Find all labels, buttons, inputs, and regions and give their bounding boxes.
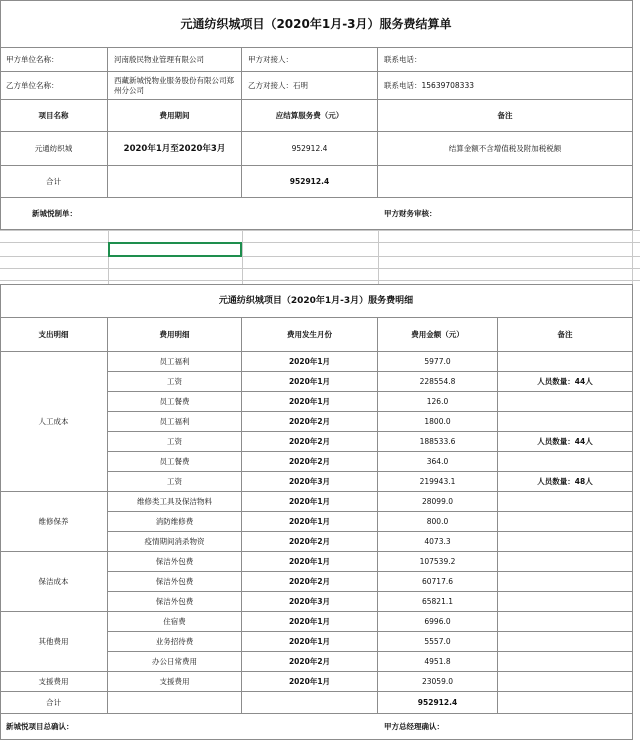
header-project: 项目名称 bbox=[0, 100, 108, 132]
maker-label: 新城悦制单： bbox=[0, 198, 108, 230]
detail-month[interactable]: 2020年1月 bbox=[242, 612, 378, 632]
selected-cell[interactable] bbox=[108, 242, 242, 257]
detail-remark[interactable] bbox=[498, 552, 633, 572]
detail-amount[interactable]: 28099.0 bbox=[378, 492, 498, 512]
detail-amount[interactable]: 6996.0 bbox=[378, 612, 498, 632]
detail-total-value[interactable]: 952912.4 bbox=[378, 692, 498, 714]
confirm-left-signature[interactable] bbox=[242, 714, 378, 740]
detail-item[interactable]: 疫情期间消杀物资 bbox=[108, 532, 242, 552]
detail-month[interactable]: 2020年1月 bbox=[242, 372, 378, 392]
fee-amount[interactable]: 952912.4 bbox=[242, 132, 378, 166]
detail-total-remark[interactable] bbox=[498, 692, 633, 714]
group-cleaning[interactable]: 保洁成本 bbox=[0, 552, 108, 612]
detail-header-item: 费用明细 bbox=[108, 318, 242, 352]
detail-remark[interactable] bbox=[498, 632, 633, 652]
detail-amount[interactable]: 4951.8 bbox=[378, 652, 498, 672]
detail-header-amount: 费用金额（元） bbox=[378, 318, 498, 352]
detail-amount[interactable]: 188533.6 bbox=[378, 432, 498, 452]
detail-month[interactable]: 2020年2月 bbox=[242, 452, 378, 472]
audit-label: 甲方财务审核： bbox=[378, 198, 633, 230]
grid-line bbox=[0, 280, 640, 281]
grid-line bbox=[108, 230, 109, 284]
detail-item[interactable]: 办公日常费用 bbox=[108, 652, 242, 672]
fee-period[interactable]: 2020年1月至2020年3月 bbox=[108, 132, 242, 166]
party-a-phone[interactable]: 联系电话： bbox=[378, 48, 633, 72]
detail-item[interactable]: 支援费用 bbox=[108, 672, 242, 692]
detail-amount[interactable]: 5977.0 bbox=[378, 352, 498, 372]
detail-remark[interactable] bbox=[498, 572, 633, 592]
header-amount: 应结算服务费（元） bbox=[242, 100, 378, 132]
detail-item[interactable]: 员工餐费 bbox=[108, 392, 242, 412]
grid-line bbox=[0, 256, 640, 257]
detail-total-label: 合计 bbox=[0, 692, 108, 714]
detail-month[interactable]: 2020年1月 bbox=[242, 672, 378, 692]
maker-signature[interactable] bbox=[108, 198, 378, 230]
detail-amount[interactable]: 228554.8 bbox=[378, 372, 498, 392]
detail-remark[interactable] bbox=[498, 352, 633, 372]
detail-month[interactable]: 2020年1月 bbox=[242, 492, 378, 512]
total-value[interactable]: 952912.4 bbox=[242, 166, 378, 198]
detail-month[interactable]: 2020年2月 bbox=[242, 652, 378, 672]
party-a-value[interactable]: 河南殷民物业管理有限公司 bbox=[108, 48, 242, 72]
confirm-right-label: 甲方总经理确认： bbox=[378, 714, 633, 740]
detail-remark[interactable]: 人员数量：44人 bbox=[498, 372, 633, 392]
detail-item[interactable]: 员工餐费 bbox=[108, 452, 242, 472]
detail-remark[interactable] bbox=[498, 392, 633, 412]
detail-remark[interactable] bbox=[498, 612, 633, 632]
detail-title: 元通纺织城项目（2020年1月-3月）服务费明细 bbox=[0, 284, 633, 318]
detail-total-empty[interactable] bbox=[108, 692, 242, 714]
detail-amount[interactable]: 219943.1 bbox=[378, 472, 498, 492]
detail-item[interactable]: 员工福利 bbox=[108, 412, 242, 432]
group-support[interactable]: 支援费用 bbox=[0, 672, 108, 692]
detail-remark[interactable] bbox=[498, 672, 633, 692]
detail-amount[interactable]: 107539.2 bbox=[378, 552, 498, 572]
detail-remark[interactable] bbox=[498, 592, 633, 612]
detail-remark[interactable] bbox=[498, 452, 633, 472]
party-a-label: 甲方单位名称： bbox=[0, 48, 108, 72]
detail-remark[interactable] bbox=[498, 652, 633, 672]
detail-item[interactable]: 保洁外包费 bbox=[108, 552, 242, 572]
detail-item[interactable]: 工资 bbox=[108, 472, 242, 492]
party-a-contact[interactable]: 甲方对接人： bbox=[242, 48, 378, 72]
party-b-phone[interactable]: 联系电话：15639708333 bbox=[378, 72, 633, 100]
detail-amount[interactable]: 800.0 bbox=[378, 512, 498, 532]
detail-item[interactable]: 保洁外包费 bbox=[108, 572, 242, 592]
detail-month[interactable]: 2020年2月 bbox=[242, 572, 378, 592]
detail-month[interactable]: 2020年2月 bbox=[242, 432, 378, 452]
detail-item[interactable]: 工资 bbox=[108, 432, 242, 452]
detail-header-remark: 备注 bbox=[498, 318, 633, 352]
party-b-value[interactable]: 西藏新城悦物业服务股份有限公司郑州分公司 bbox=[108, 72, 242, 100]
detail-remark[interactable]: 人员数量：48人 bbox=[498, 472, 633, 492]
detail-month[interactable]: 2020年1月 bbox=[242, 512, 378, 532]
detail-item[interactable]: 保洁外包费 bbox=[108, 592, 242, 612]
detail-remark[interactable] bbox=[498, 412, 633, 432]
project-name[interactable]: 元通纺织城 bbox=[0, 132, 108, 166]
total-remark[interactable] bbox=[378, 166, 633, 198]
grid-line bbox=[242, 230, 243, 284]
detail-amount[interactable]: 364.0 bbox=[378, 452, 498, 472]
detail-month[interactable]: 2020年1月 bbox=[242, 632, 378, 652]
detail-item[interactable]: 维修类工具及保洁物料 bbox=[108, 492, 242, 512]
grid-line bbox=[378, 230, 379, 284]
detail-month[interactable]: 2020年1月 bbox=[242, 392, 378, 412]
detail-remark[interactable] bbox=[498, 532, 633, 552]
total-label: 合计 bbox=[0, 166, 108, 198]
settlement-title: 元通纺织城项目（2020年1月-3月）服务费结算单 bbox=[0, 0, 633, 48]
header-period: 费用期间 bbox=[108, 100, 242, 132]
detail-amount[interactable]: 126.0 bbox=[378, 392, 498, 412]
detail-item[interactable]: 消防维修费 bbox=[108, 512, 242, 532]
detail-amount[interactable]: 1800.0 bbox=[378, 412, 498, 432]
detail-month[interactable]: 2020年3月 bbox=[242, 472, 378, 492]
detail-amount[interactable]: 23059.0 bbox=[378, 672, 498, 692]
detail-remark[interactable]: 人员数量：44人 bbox=[498, 432, 633, 452]
detail-remark[interactable] bbox=[498, 512, 633, 532]
confirm-left-label: 新城悦项目总确认： bbox=[0, 714, 242, 740]
detail-month[interactable]: 2020年1月 bbox=[242, 552, 378, 572]
detail-month[interactable]: 2020年3月 bbox=[242, 592, 378, 612]
detail-header-month: 费用发生月份 bbox=[242, 318, 378, 352]
detail-amount[interactable]: 60717.6 bbox=[378, 572, 498, 592]
detail-item[interactable]: 住宿费 bbox=[108, 612, 242, 632]
detail-amount[interactable]: 5557.0 bbox=[378, 632, 498, 652]
detail-total-empty[interactable] bbox=[242, 692, 378, 714]
detail-remark[interactable] bbox=[498, 492, 633, 512]
detail-month[interactable]: 2020年2月 bbox=[242, 532, 378, 552]
group-maintenance[interactable]: 维修保养 bbox=[0, 492, 108, 552]
grid-line bbox=[0, 242, 640, 243]
group-other[interactable]: 其他费用 bbox=[0, 612, 108, 672]
detail-item[interactable]: 员工福利 bbox=[108, 352, 242, 372]
detail-item[interactable]: 工资 bbox=[108, 372, 242, 392]
detail-month[interactable]: 2020年1月 bbox=[242, 352, 378, 372]
header-remark: 备注 bbox=[378, 100, 633, 132]
detail-header-category: 支出明细 bbox=[0, 318, 108, 352]
grid-line bbox=[632, 230, 633, 284]
party-b-contact[interactable]: 乙方对接人：石明 bbox=[242, 72, 378, 100]
group-labor[interactable]: 人工成本 bbox=[0, 352, 108, 492]
grid-line bbox=[0, 268, 640, 269]
party-b-label: 乙方单位名称： bbox=[0, 72, 108, 100]
detail-month[interactable]: 2020年2月 bbox=[242, 412, 378, 432]
detail-amount[interactable]: 4073.3 bbox=[378, 532, 498, 552]
fee-remark[interactable]: 结算金额不含增值税及附加税税额 bbox=[378, 132, 633, 166]
detail-item[interactable]: 业务招待费 bbox=[108, 632, 242, 652]
total-empty[interactable] bbox=[108, 166, 242, 198]
grid-line bbox=[0, 230, 640, 231]
detail-amount[interactable]: 65821.1 bbox=[378, 592, 498, 612]
